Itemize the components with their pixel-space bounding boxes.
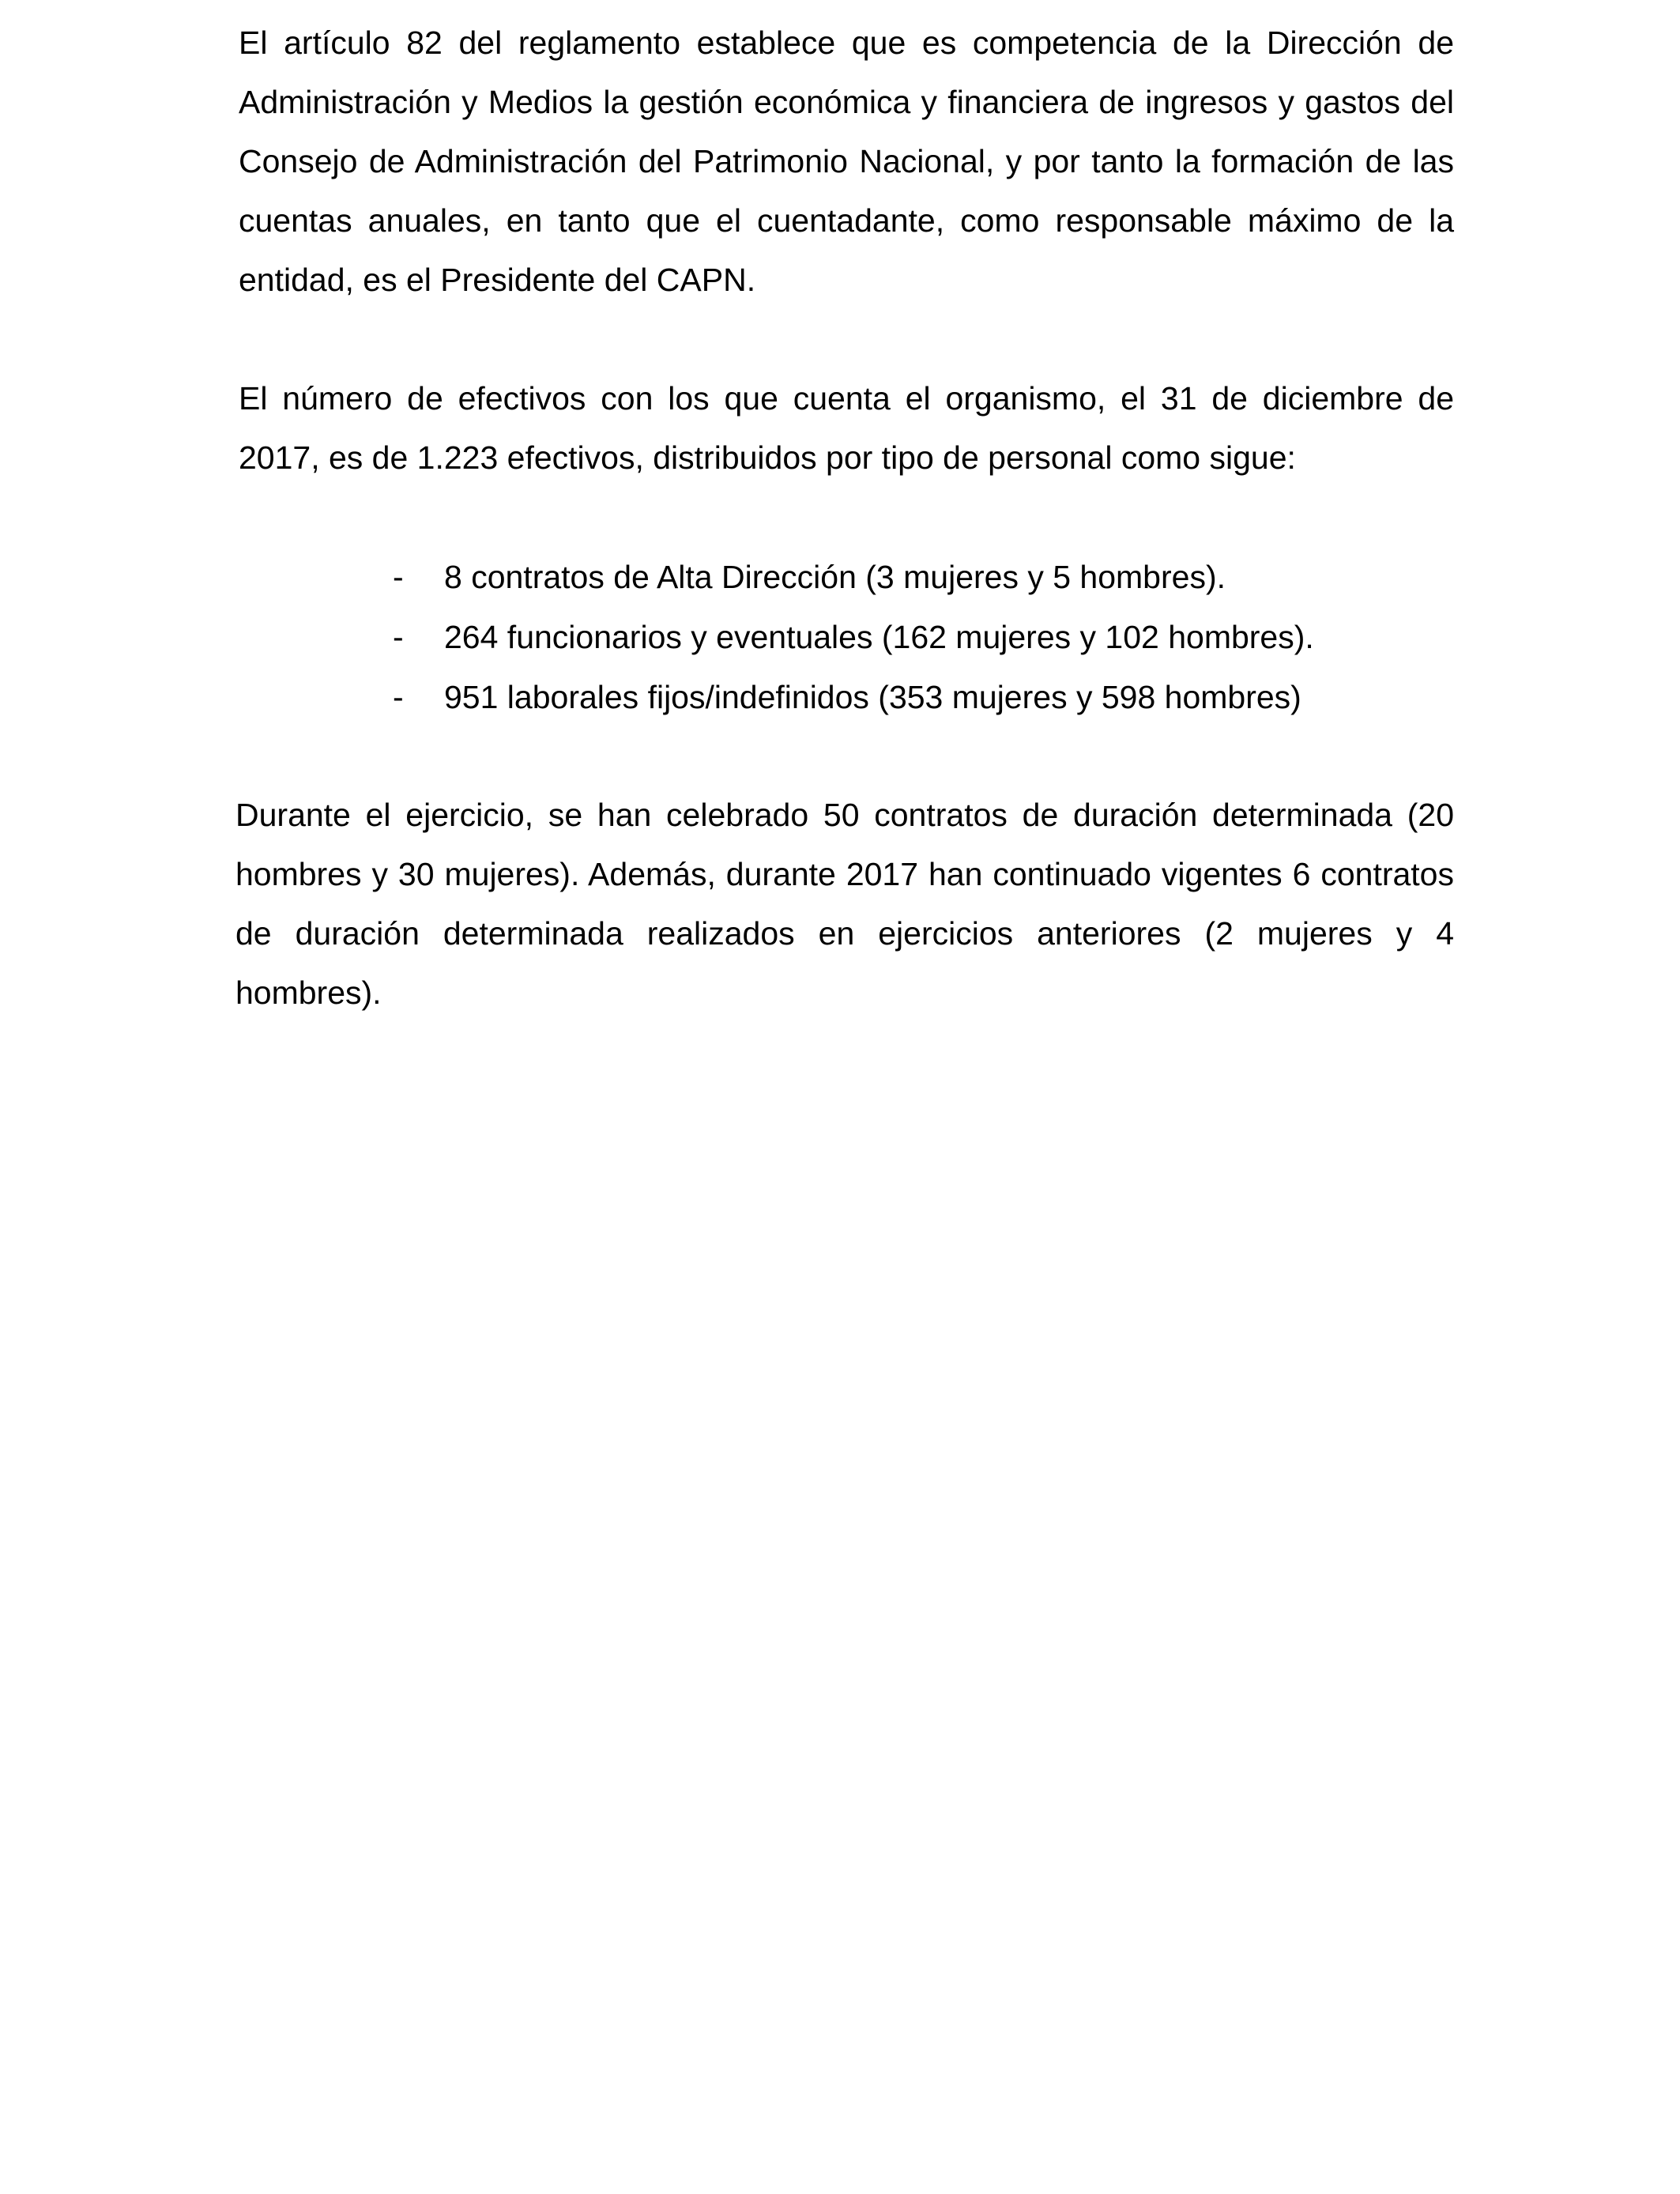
list-item <box>393 607 1314 667</box>
paragraph-contratos: Durante el ejercicio, se han celebrado 50 contratos de duración determinada (20 hombres y 30 mujeres). Además, durante 2017 han continuado vigentes 6 contratos de duración determinada realizados en ejercicios anteriores (2 mujeres y 4 hombres). <box>235 797 1454 1011</box>
list-item-text: 8 contratos de Alta Dirección (3 mujeres y 5 hombres). <box>444 559 1226 595</box>
list-marker: - <box>393 619 404 655</box>
list-item <box>393 547 1314 607</box>
paragraph-efectivos: El número de efectivos con los que cuenta el organismo, el 31 de diciembre de 2017, es de 1.223 efectivos, distribuidos por tipo de personal como sigue: <box>239 380 1454 476</box>
list-item-text: 951 laborales fijos/indefinidos (353 mujeres y 598 hombres) <box>444 679 1301 715</box>
list-marker: - <box>393 559 404 595</box>
list-item-text: 264 funcionarios y eventuales (162 mujeres y 102 hombres). <box>444 619 1314 655</box>
list-item <box>393 667 1314 727</box>
paragraph-competencia: El artículo 82 del reglamento establece que es competencia de la Dirección de Administración y Medios la gestión económica y financiera de ingresos y gastos del Consejo de Administración del Patrimonio Nacional, y por tanto la formación de las cuentas anuales, en tanto que el cuentadante, como responsable máximo de la entidad, es el Presidente del CAPN. <box>239 25 1454 298</box>
personnel-list <box>393 547 1314 727</box>
list-marker: - <box>393 679 404 715</box>
